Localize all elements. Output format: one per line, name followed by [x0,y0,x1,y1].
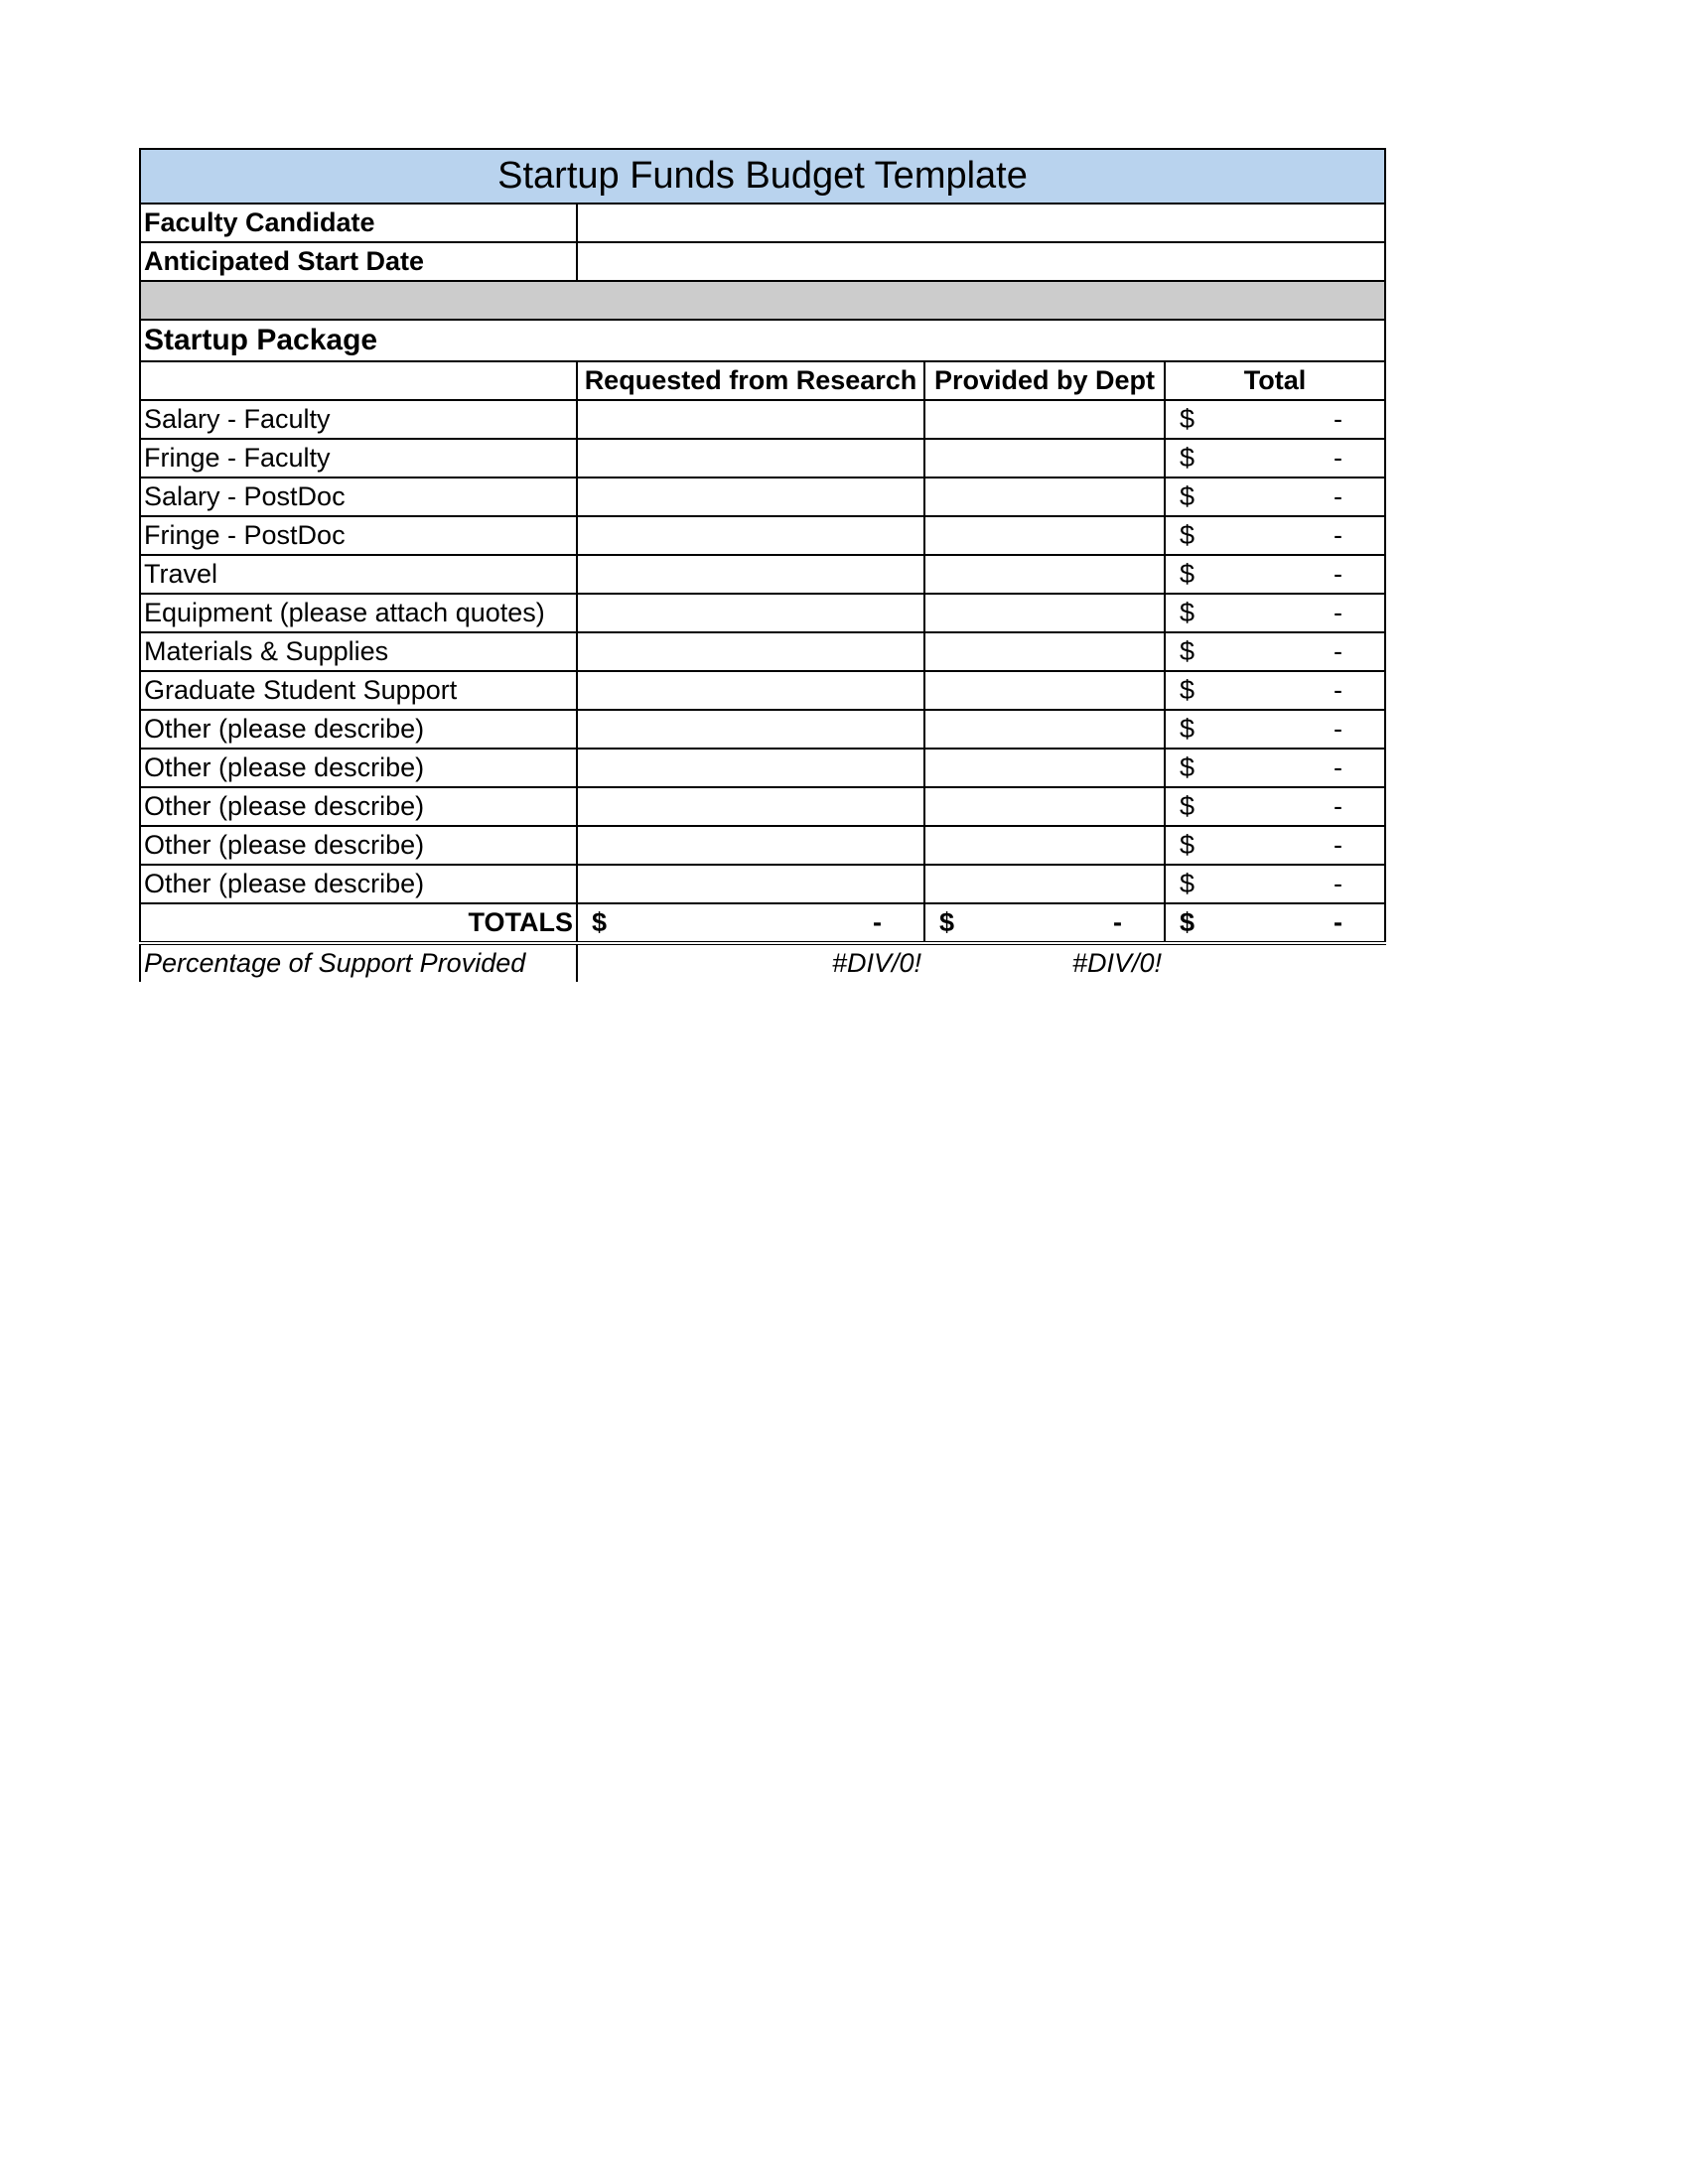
currency-symbol: $ [1180,636,1196,666]
budget-sheet [139,148,1384,982]
amount-value: - [1334,907,1342,937]
line-item-label: Salary - Faculty [140,400,577,439]
line-item-row [140,671,1385,710]
amount-value: - [1334,752,1342,782]
section-row [140,320,1385,361]
start-date-field[interactable] [577,242,1385,281]
percentage-label: Percentage of Support Provided [140,943,577,982]
line-item-row [140,555,1385,594]
amount-value: - [1334,869,1342,898]
amount-value: - [1334,830,1342,860]
percentage-total [1165,943,1385,982]
line-item-requested-cell[interactable] [577,710,924,749]
line-item-label: Other (please describe) [140,787,577,826]
line-item-requested-cell[interactable] [577,787,924,826]
line-item-provided-cell[interactable] [924,516,1165,555]
line-item-row [140,516,1385,555]
currency-symbol: $ [1180,752,1196,782]
currency-symbol: $ [1180,675,1196,705]
info-row-faculty [140,204,1385,242]
currency-symbol: $ [592,907,608,937]
percentage-provided: #DIV/0! [1071,948,1162,978]
amount-value: - [1113,907,1122,937]
separator-row [140,281,1385,320]
currency-symbol: $ [1180,520,1196,550]
line-item-row [140,865,1385,903]
info-row-start-date [140,242,1385,281]
column-header-row [140,361,1385,400]
line-item-provided-cell[interactable] [924,555,1165,594]
line-item-label: Other (please describe) [140,749,577,787]
line-item-total-cell [1165,710,1385,749]
currency-symbol: $ [1180,598,1196,627]
amount-value: - [1334,404,1342,434]
line-item-label: Other (please describe) [140,710,577,749]
header-provided: Provided by Dept [924,361,1165,400]
line-item-label: Materials & Supplies [140,632,577,671]
currency-symbol: $ [1180,714,1196,744]
line-item-requested-cell[interactable] [577,439,924,478]
title-row [140,149,1385,204]
line-item-total-cell [1165,632,1385,671]
amount-value: - [1334,598,1342,627]
amount-value: - [1334,714,1342,744]
currency-symbol: $ [1180,791,1196,821]
amount-value: - [1334,636,1342,666]
line-item-row [140,749,1385,787]
line-item-provided-cell[interactable] [924,826,1165,865]
currency-symbol: $ [1180,907,1196,937]
separator-band [140,281,1385,320]
currency-symbol: $ [1180,830,1196,860]
line-item-row [140,478,1385,516]
line-item-provided-cell[interactable] [924,632,1165,671]
totals-label: TOTALS [140,903,577,943]
line-item-label: Equipment (please attach quotes) [140,594,577,632]
line-item-total-cell [1165,439,1385,478]
line-item-total-cell [1165,594,1385,632]
line-item-label: Fringe - Faculty [140,439,577,478]
line-item-label: Salary - PostDoc [140,478,577,516]
amount-value: - [1334,443,1342,473]
budget-table [139,148,1386,982]
line-item-total-cell [1165,671,1385,710]
line-item-requested-cell[interactable] [577,516,924,555]
line-item-total-cell [1165,478,1385,516]
line-item-total-cell [1165,749,1385,787]
amount-value: - [1334,559,1342,589]
line-item-requested-cell[interactable] [577,594,924,632]
sheet-title: Startup Funds Budget Template [140,149,1385,204]
line-item-provided-cell[interactable] [924,400,1165,439]
line-item-provided-cell[interactable] [924,749,1165,787]
amount-value: - [1334,791,1342,821]
line-item-label: Graduate Student Support [140,671,577,710]
line-item-total-cell [1165,516,1385,555]
line-item-provided-cell[interactable] [924,671,1165,710]
currency-symbol: $ [1180,559,1196,589]
line-item-row [140,710,1385,749]
totals-requested-cell [577,903,924,943]
header-requested: Requested from Research [577,361,924,400]
totals-total-cell [1165,903,1385,943]
amount-value: - [1334,675,1342,705]
line-item-requested-cell[interactable] [577,749,924,787]
line-item-total-cell [1165,787,1385,826]
line-item-provided-cell[interactable] [924,439,1165,478]
line-item-provided-cell[interactable] [924,478,1165,516]
line-item-label: Fringe - PostDoc [140,516,577,555]
line-item-requested-cell[interactable] [577,400,924,439]
section-title: Startup Package [140,320,1385,361]
line-item-row [140,787,1385,826]
header-blank [140,361,577,400]
line-item-label: Travel [140,555,577,594]
line-item-row [140,632,1385,671]
header-total: Total [1165,361,1385,400]
amount-value: - [1334,520,1342,550]
line-item-total-cell [1165,865,1385,903]
totals-row [140,903,1385,943]
line-item-requested-cell[interactable] [577,826,924,865]
totals-provided-cell [924,903,1165,943]
line-item-provided-cell[interactable] [924,710,1165,749]
amount-value: - [1334,481,1342,511]
line-item-row [140,594,1385,632]
percentage-row [140,943,1385,982]
currency-symbol: $ [1180,443,1196,473]
line-item-provided-cell[interactable] [924,594,1165,632]
line-item-requested-cell[interactable] [577,671,924,710]
line-item-label: Other (please describe) [140,826,577,865]
line-item-requested-cell[interactable] [577,555,924,594]
line-item-total-cell [1165,826,1385,865]
line-item-row [140,400,1385,439]
line-item-provided-cell[interactable] [924,865,1165,903]
start-date-label: Anticipated Start Date [140,242,577,281]
currency-symbol: $ [1180,869,1196,898]
currency-symbol: $ [1180,481,1196,511]
faculty-candidate-label: Faculty Candidate [140,204,577,242]
line-item-provided-cell[interactable] [924,787,1165,826]
line-item-total-cell [1165,555,1385,594]
line-item-requested-cell[interactable] [577,478,924,516]
line-item-row [140,826,1385,865]
currency-symbol: $ [1180,404,1196,434]
line-item-label: Other (please describe) [140,865,577,903]
line-item-total-cell [1165,400,1385,439]
line-item-requested-cell[interactable] [577,865,924,903]
percentage-requested: #DIV/0! [831,948,921,978]
line-item-row [140,439,1385,478]
amount-value: - [873,907,882,937]
faculty-candidate-field[interactable] [577,204,1385,242]
line-item-requested-cell[interactable] [577,632,924,671]
currency-symbol: $ [939,907,955,937]
